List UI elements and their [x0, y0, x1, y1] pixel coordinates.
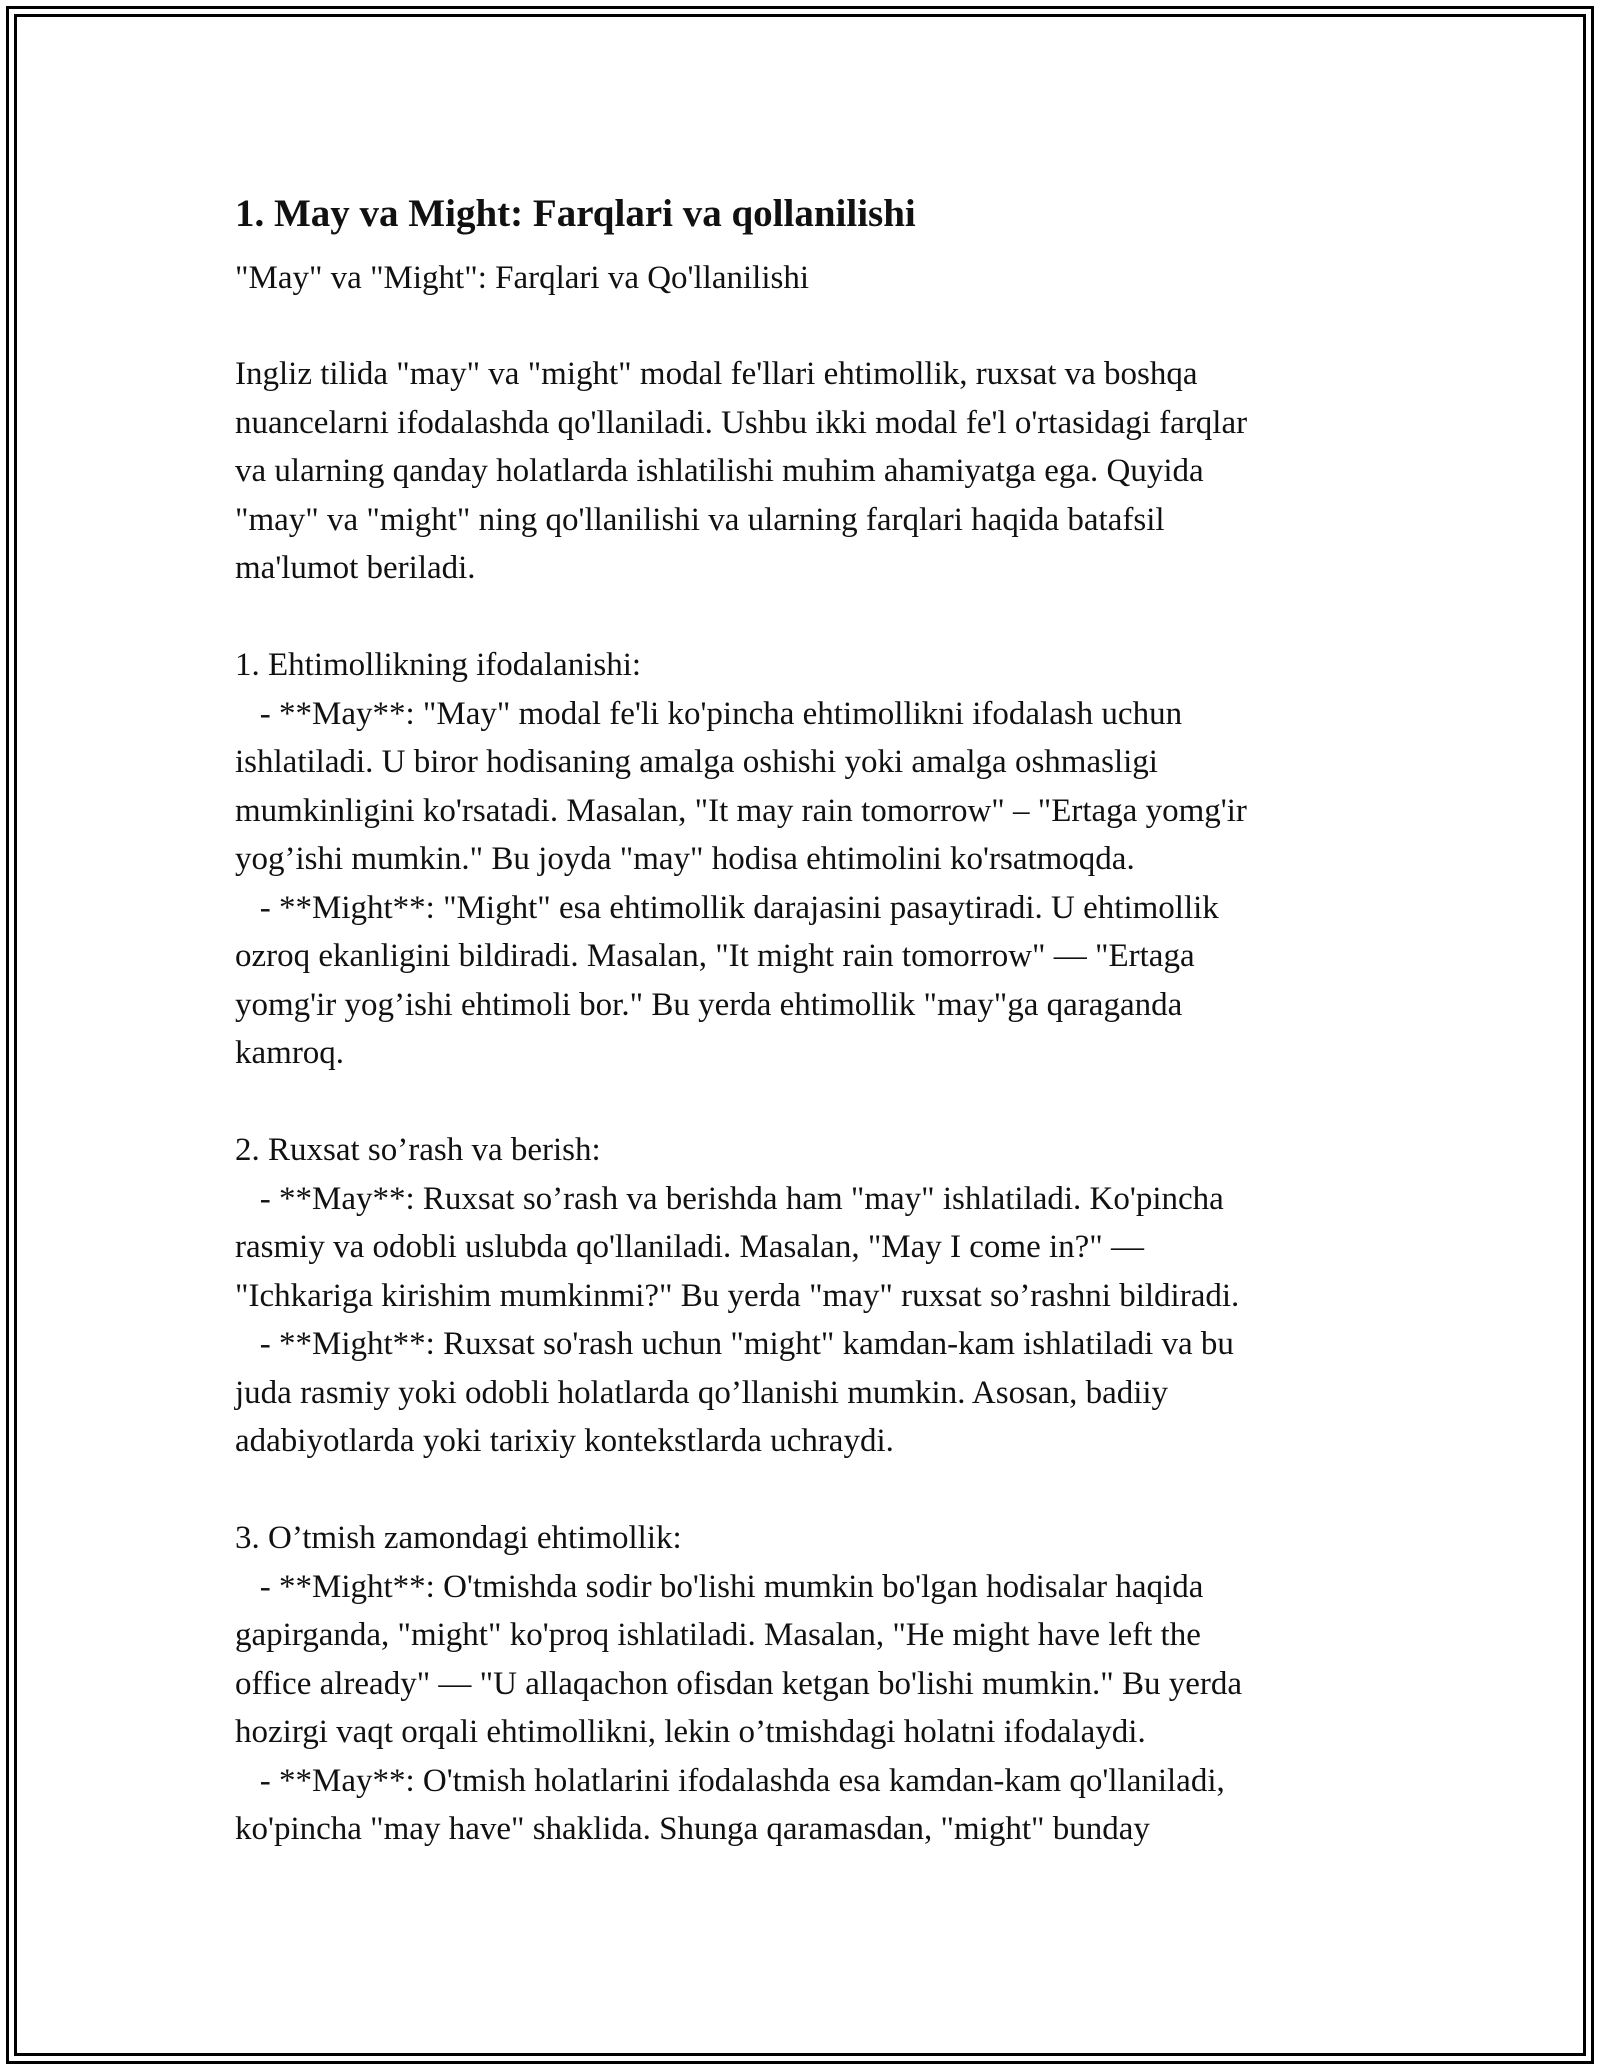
intro-line: Ingliz tilida "may" va "might" modal fe'llari ehtimollik, ruxsat va boshqa — [235, 356, 1198, 392]
section-permission — [235, 1126, 1385, 1466]
intro-paragraph — [235, 350, 1385, 593]
section-line: adabiyotlarda yoki tarixiy kontekstlarda uchraydi. — [235, 1423, 894, 1459]
section-line: - **Might**: "Might" esa ehtimollik darajasini pasaytiradi. U ehtimollik — [235, 889, 1219, 926]
paragraph-gap — [235, 1466, 1385, 1515]
section-line: ozroq ekanligini bildiradi. Masalan, "It might rain tomorrow" — "Ertaga — [235, 938, 1195, 974]
intro-line: nuancelarni ifodalashda qo'llaniladi. Ushbu ikki modal fe'l o'rtasidagi farqlar — [235, 404, 1248, 441]
document-title: 1. May va Might: Farqlari va qollanilishi — [235, 192, 916, 235]
section-line: gapirganda, "might" ko'proq ishlatiladi. Masalan, "He might have left the — [235, 1617, 1201, 1653]
section-line: - **May**: "May" modal fe'li ko'pincha ehtimollikni ifodalash uchun — [235, 695, 1183, 732]
section-line: kamroq. — [235, 1035, 345, 1071]
section-line: - **Might**: O'tmishda sodir bo'lishi mumkin bo'lgan hodisalar haqida — [235, 1568, 1204, 1605]
section-heading: 1. Ehtimollikning ifodalanishi: — [235, 647, 642, 683]
section-line: "Ichkariga kirishim mumkinmi?" Bu yerda "may" ruxsat so’rashni bildiradi. — [235, 1277, 1240, 1314]
section-heading: 3. O’tmish zamondagi ehtimollik: — [235, 1520, 682, 1556]
intro-line: va ularning qanday holatlarda ishlatilishi muhim ahamiyatga ega. Quyida — [235, 453, 1204, 489]
intro-line: "may" va "might" ning qo'llanilishi va ularning farqlari haqida batafsil — [235, 501, 1165, 538]
section-line: - **Might**: Ruxsat so'rash uchun "might" kamdan-kam ishlatiladi va bu — [235, 1326, 1234, 1362]
paragraph-gap — [235, 593, 1385, 642]
document-subtitle: "May" va "Might": Farqlari va Qo'llanilishi — [235, 260, 810, 296]
section-line: ko'pincha "may have" shaklida. Shunga qaramasdan, "might" bunday — [235, 1811, 1150, 1847]
section-line: - **May**: Ruxsat so’rash va berishda ham "may" ishlatiladi. Ko'pincha — [235, 1180, 1224, 1217]
section-line: rasmiy va odobli uslubda qo'llaniladi. Masalan, "May I come in?" — — [235, 1229, 1145, 1265]
section-line: ishlatiladi. U biror hodisaning amalga oshishi yoki amalga oshmasligi — [235, 744, 1158, 780]
section-probability — [235, 641, 1385, 1078]
paragraph-gap — [235, 1078, 1385, 1127]
section-line: juda rasmiy yoki odobli holatlarda qo’llanishi mumkin. Asosan, badiiy — [235, 1374, 1169, 1411]
section-line: yomg'ir yog’ishi ehtimoli bor." Bu yerda ehtimollik "may"ga qaraganda — [235, 986, 1183, 1023]
intro-line: ma'lumot beriladi. — [235, 550, 476, 586]
section-line: mumkinligini ko'rsatadi. Masalan, "It may rain tomorrow" – "Ertaga yomg'ir — [235, 792, 1247, 829]
section-heading: 2. Ruxsat so’rash va berish: — [235, 1132, 601, 1168]
section-line: - **May**: O'tmish holatlarini ifodalashda esa kamdan-kam qo'llaniladi, — [235, 1762, 1225, 1799]
document-content — [235, 186, 1385, 1854]
section-line: yog’ishi mumkin." Bu joyda "may" hodisa ehtimolini ko'rsatmoqda. — [235, 841, 1135, 877]
section-line: office already" — "U allaqachon ofisdan ketgan bo'lishi mumkin." Bu yerda — [235, 1665, 1243, 1702]
section-line: hozirgi vaqt orqali ehtimollikni, lekin o’tmishdagi holatni ifodalaydi. — [235, 1714, 1146, 1750]
section-past-probability — [235, 1514, 1385, 1854]
